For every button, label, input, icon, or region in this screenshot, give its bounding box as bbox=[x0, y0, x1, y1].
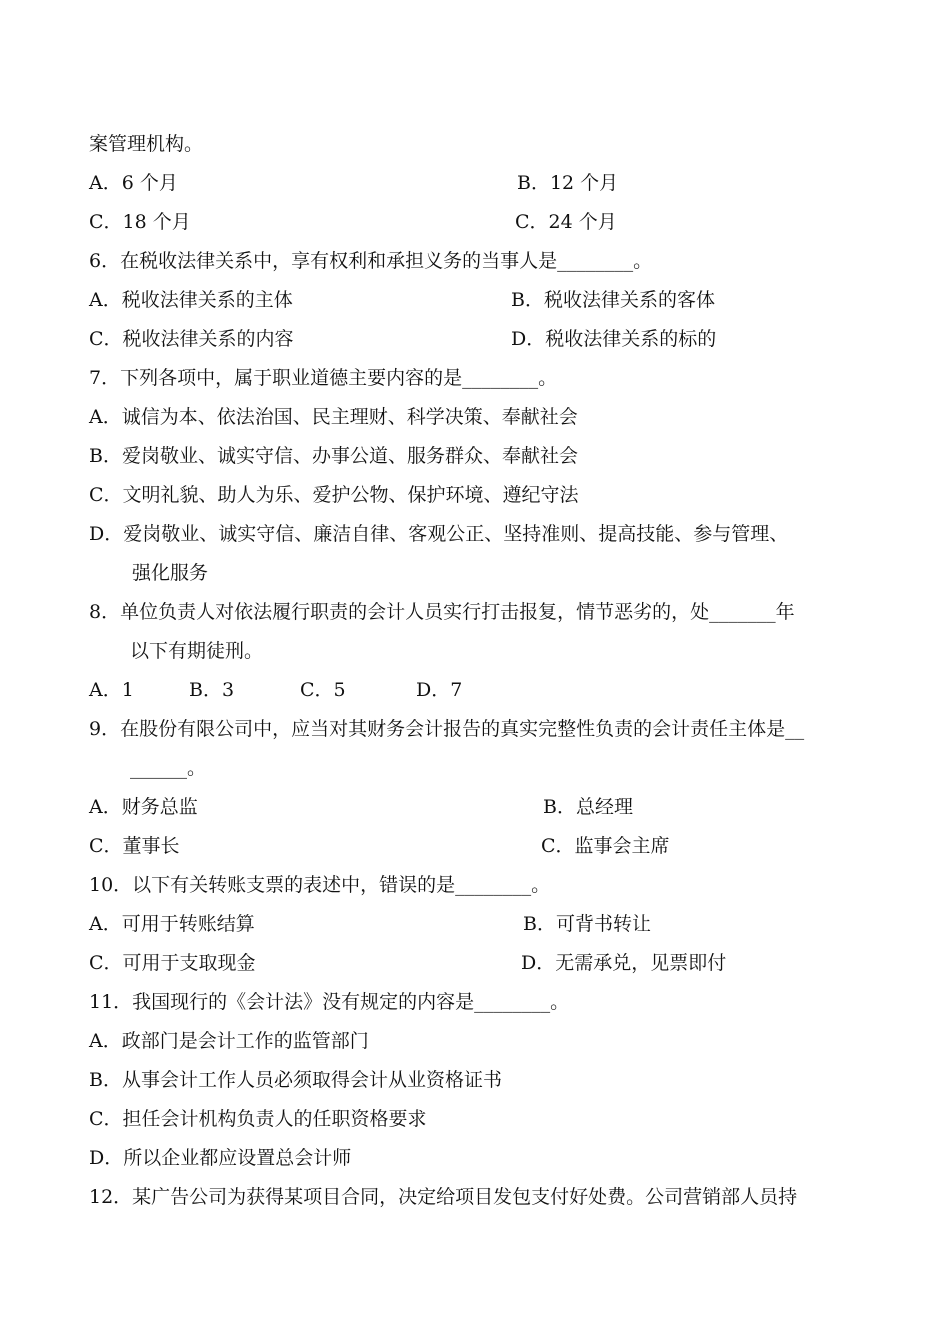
question-7-option-a: A．诚信为本、依法治国、民主理财、科学决策、奉献社会 bbox=[89, 406, 578, 428]
question-11-option-d: D．所以企业都应设置总会计师 bbox=[89, 1147, 352, 1169]
question-5-continuation: 案管理机构。 bbox=[89, 133, 204, 155]
question-8-option-b: B．3 bbox=[189, 679, 235, 701]
question-6-option-a: A．税收法律关系的主体 bbox=[89, 289, 293, 311]
question-9-continuation: ______。 bbox=[130, 757, 207, 779]
question-8-continuation: 以下有期徒刑。 bbox=[130, 640, 264, 662]
question-5-option-b: B．12 个月 bbox=[517, 172, 619, 194]
question-7-option-d-continuation: 强化服务 bbox=[132, 562, 209, 584]
question-6-option-c: C．税收法律关系的内容 bbox=[89, 328, 294, 350]
question-5-option-c: C．18 个月 bbox=[89, 211, 191, 233]
question-11-option-a: A．政部门是会计工作的监管部门 bbox=[89, 1030, 369, 1052]
question-9-option-b: B．总经理 bbox=[543, 796, 633, 818]
question-6-option-d: D．税收法律关系的标的 bbox=[511, 328, 717, 350]
question-9-stem: 9．在股份有限公司中，应当对其财务会计报告的真实完整性负责的会计责任主体是__ bbox=[89, 718, 805, 740]
question-11-option-b: B．从事会计工作人员必须取得会计从业资格证书 bbox=[89, 1069, 502, 1091]
question-12-stem: 12．某广告公司为获得某项目合同，决定给项目发包支付好处费。公司营销部人员持 bbox=[89, 1186, 798, 1208]
question-7-stem: 7．下列各项中，属于职业道德主要内容的是________。 bbox=[89, 367, 558, 389]
question-9-option-c: C．董事长 bbox=[89, 835, 180, 857]
question-6-stem: 6．在税收法律关系中，享有权利和承担义务的当事人是________。 bbox=[89, 250, 653, 272]
question-10-option-a: A．可用于转账结算 bbox=[89, 913, 255, 935]
question-8-option-c: C．5 bbox=[300, 679, 346, 701]
question-7-option-b: B．爱岗敬业、诚实守信、办事公道、服务群众、奉献社会 bbox=[89, 445, 578, 467]
question-11-stem: 11．我国现行的《会计法》没有规定的内容是________。 bbox=[89, 991, 570, 1013]
question-9-option-a: A．财务总监 bbox=[89, 796, 198, 818]
question-9-option-d: C．监事会主席 bbox=[541, 835, 670, 857]
question-10-option-d: D．无需承兑，见票即付 bbox=[521, 952, 727, 974]
question-8-option-d: D．7 bbox=[416, 679, 463, 701]
question-7-option-c: C．文明礼貌、助人为乐、爱护公物、保护环境、遵纪守法 bbox=[89, 484, 579, 506]
question-11-option-c: C．担任会计机构负责人的任职资格要求 bbox=[89, 1108, 427, 1130]
question-7-option-d: D．爱岗敬业、诚实守信、廉洁自律、客观公正、坚持准则、提高技能、参与管理、 bbox=[89, 523, 789, 545]
question-5-option-d: C．24 个月 bbox=[515, 211, 617, 233]
question-6-option-b: B．税收法律关系的客体 bbox=[511, 289, 715, 311]
question-10-option-b: B．可背书转让 bbox=[523, 913, 651, 935]
question-8-option-a: A．1 bbox=[89, 679, 134, 701]
question-8-stem: 8．单位负责人对依法履行职责的会计人员实行打击报复，情节恶劣的，处_______年 bbox=[89, 601, 795, 623]
question-10-stem: 10．以下有关转账支票的表述中，错误的是________。 bbox=[89, 874, 551, 896]
question-10-option-c: C．可用于支取现金 bbox=[89, 952, 256, 974]
question-5-option-a: A．6 个月 bbox=[89, 172, 178, 194]
